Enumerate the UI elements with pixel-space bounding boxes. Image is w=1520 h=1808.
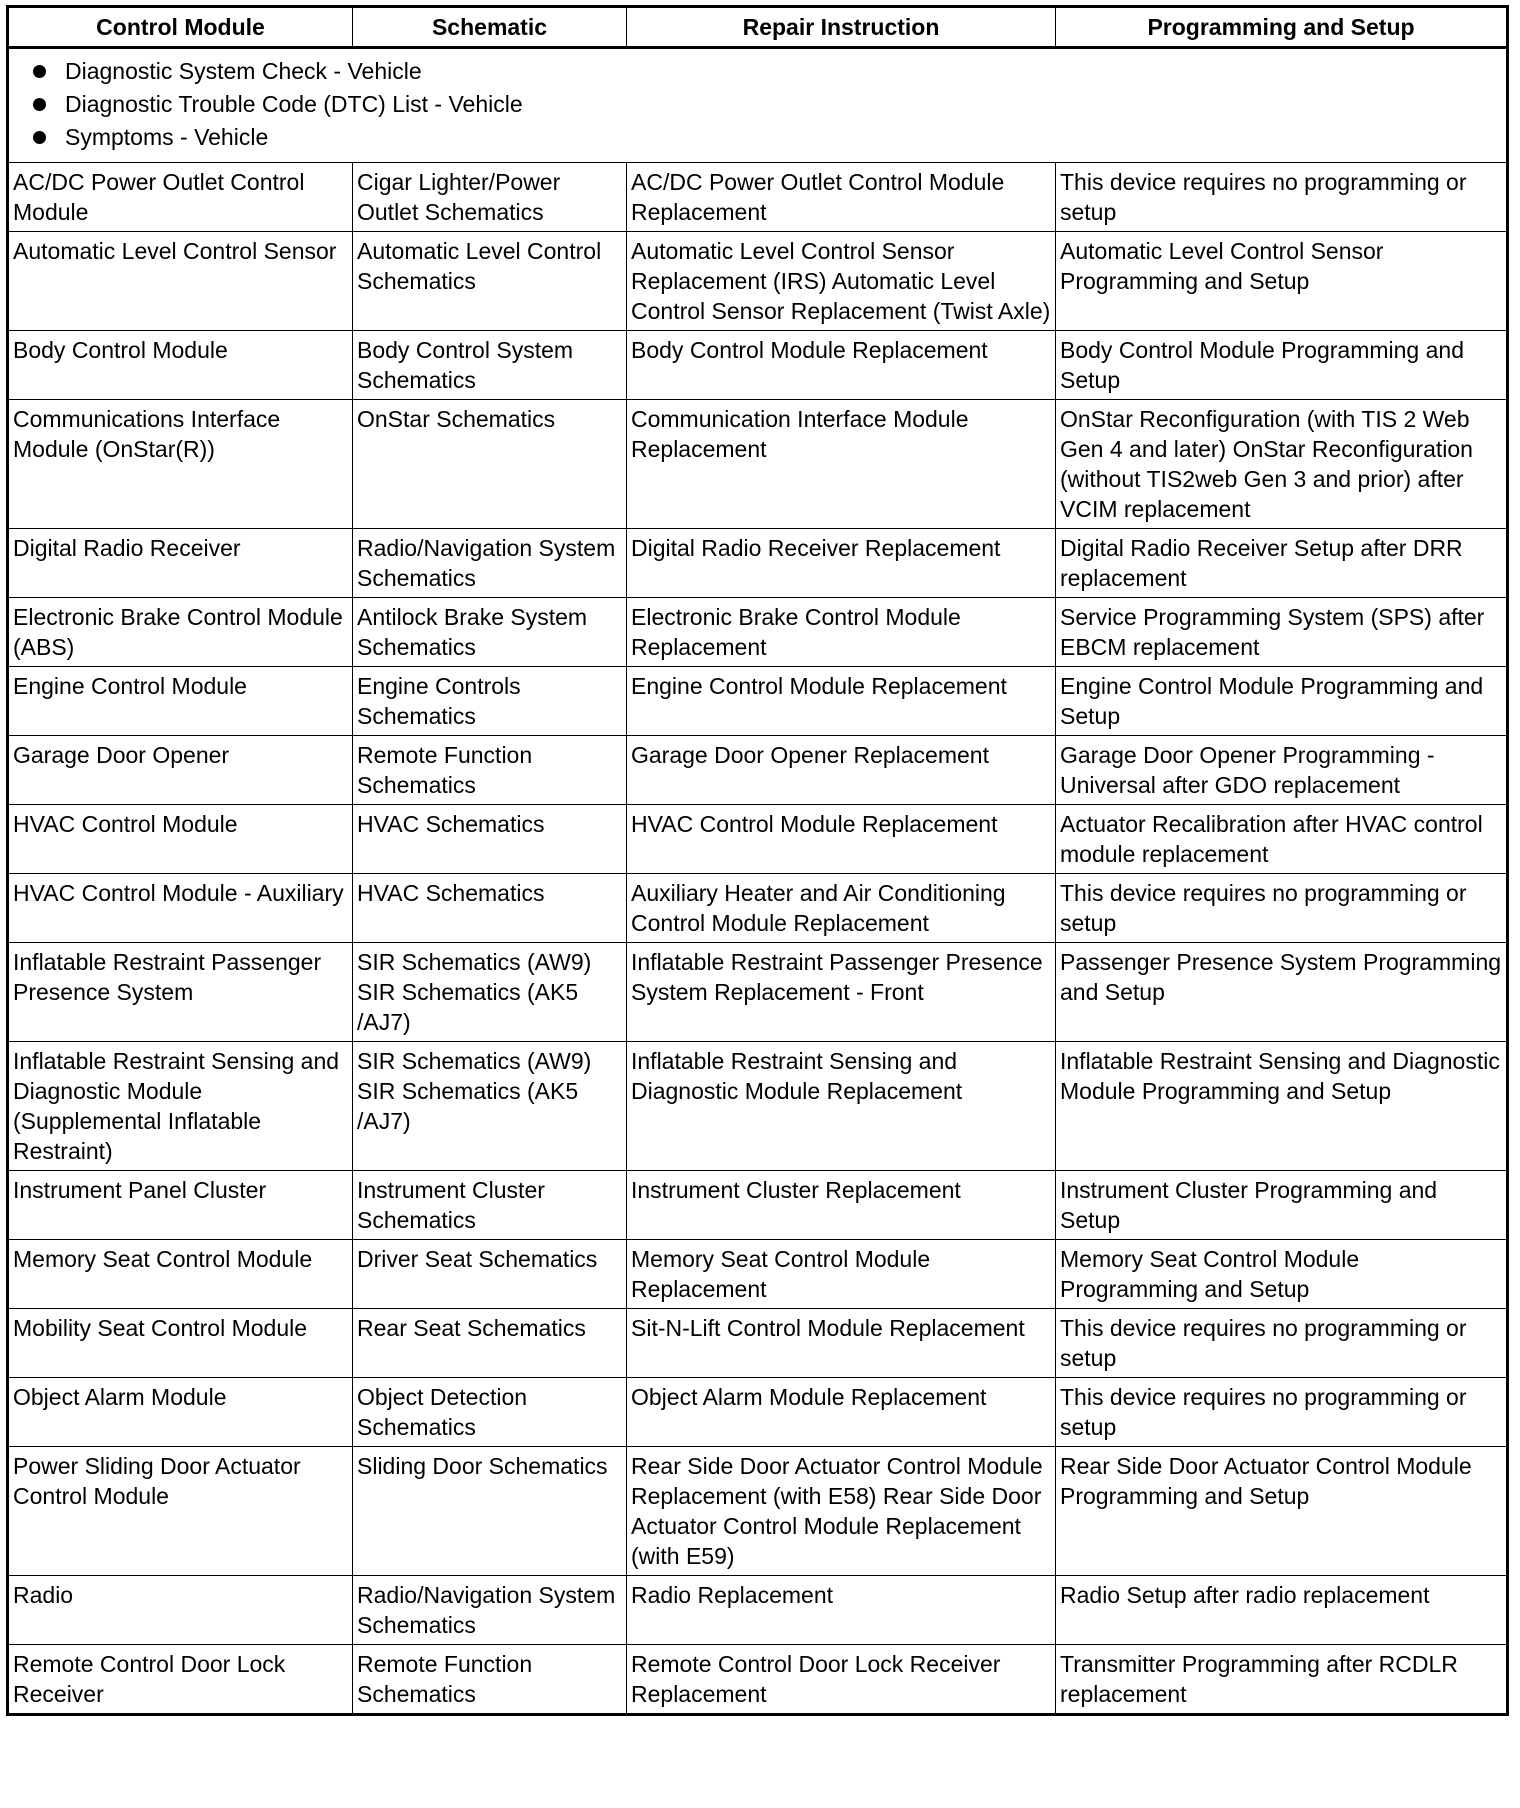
table-row <box>8 1447 1508 1576</box>
cell-control-module: Mobility Seat Control Module <box>8 1309 353 1378</box>
cell-programming-setup[interactable]: Transmitter Programming after RCDLR replacement <box>1056 1645 1508 1715</box>
cell-programming-setup[interactable]: Body Control Module Programming and Setup <box>1056 331 1508 400</box>
table-row <box>8 529 1508 598</box>
cell-programming-setup[interactable]: This device requires no programming or setup <box>1056 1378 1508 1447</box>
cell-programming-setup[interactable]: Rear Side Door Actuator Control Module Programming and Setup <box>1056 1447 1508 1576</box>
cell-repair-instruction[interactable]: Inflatable Restraint Passenger Presence System Replacement - Front <box>627 943 1056 1042</box>
cell-programming-setup[interactable]: Actuator Recalibration after HVAC control module replacement <box>1056 805 1508 874</box>
link-diagnostic-system-check[interactable] <box>33 55 1502 88</box>
cell-repair-instruction[interactable]: Object Alarm Module Replacement <box>627 1378 1056 1447</box>
cell-schematic[interactable]: SIR Schematics (AW9) SIR Schematics (AK5 /AJ7) <box>353 943 627 1042</box>
header-row <box>8 7 1508 48</box>
cell-schematic[interactable]: Antilock Brake System Schematics <box>353 598 627 667</box>
header-schematic: Schematic <box>353 7 627 48</box>
cell-control-module: Automatic Level Control Sensor <box>8 232 353 331</box>
cell-repair-instruction[interactable]: Electronic Brake Control Module Replacement <box>627 598 1056 667</box>
cell-control-module: Garage Door Opener <box>8 736 353 805</box>
cell-repair-instruction[interactable]: Auxiliary Heater and Air Conditioning Control Module Replacement <box>627 874 1056 943</box>
diagnostic-links-row <box>8 48 1508 163</box>
cell-programming-setup[interactable]: This device requires no programming or setup <box>1056 1309 1508 1378</box>
cell-schematic[interactable]: Driver Seat Schematics <box>353 1240 627 1309</box>
cell-repair-instruction[interactable]: Rear Side Door Actuator Control Module Replacement (with E58) Rear Side Door Actuator Control Module Replacement (with E59) <box>627 1447 1056 1576</box>
link-symptoms[interactable] <box>33 121 1502 154</box>
cell-control-module: Engine Control Module <box>8 667 353 736</box>
table-row <box>8 943 1508 1042</box>
header-control-module: Control Module <box>8 7 353 48</box>
cell-control-module: Digital Radio Receiver <box>8 529 353 598</box>
cell-control-module: Power Sliding Door Actuator Control Module <box>8 1447 353 1576</box>
cell-control-module: Object Alarm Module <box>8 1378 353 1447</box>
cell-repair-instruction[interactable]: Body Control Module Replacement <box>627 331 1056 400</box>
cell-schematic[interactable]: OnStar Schematics <box>353 400 627 529</box>
cell-schematic[interactable]: HVAC Schematics <box>353 805 627 874</box>
cell-programming-setup[interactable]: Service Programming System (SPS) after EBCM replacement <box>1056 598 1508 667</box>
table-row <box>8 805 1508 874</box>
cell-repair-instruction[interactable]: HVAC Control Module Replacement <box>627 805 1056 874</box>
cell-control-module: Inflatable Restraint Passenger Presence System <box>8 943 353 1042</box>
cell-control-module: Electronic Brake Control Module (ABS) <box>8 598 353 667</box>
cell-programming-setup[interactable]: Engine Control Module Programming and Setup <box>1056 667 1508 736</box>
table-row <box>8 163 1508 232</box>
table-row <box>8 736 1508 805</box>
diagnostic-links-cell <box>8 48 1508 163</box>
link-label: Diagnostic System Check - Vehicle <box>65 58 422 84</box>
cell-control-module: Remote Control Door Lock Receiver <box>8 1645 353 1715</box>
table-row <box>8 1378 1508 1447</box>
control-module-table <box>6 5 1509 1716</box>
cell-schematic[interactable]: Sliding Door Schematics <box>353 1447 627 1576</box>
cell-repair-instruction[interactable]: AC/DC Power Outlet Control Module Replacement <box>627 163 1056 232</box>
cell-programming-setup[interactable]: Instrument Cluster Programming and Setup <box>1056 1171 1508 1240</box>
cell-control-module: Radio <box>8 1576 353 1645</box>
cell-repair-instruction[interactable]: Sit-N-Lift Control Module Replacement <box>627 1309 1056 1378</box>
diagnostic-links-list <box>13 55 1502 154</box>
cell-repair-instruction[interactable]: Engine Control Module Replacement <box>627 667 1056 736</box>
cell-schematic[interactable]: Body Control System Schematics <box>353 331 627 400</box>
cell-schematic[interactable]: Object Detection Schematics <box>353 1378 627 1447</box>
cell-repair-instruction[interactable]: Inflatable Restraint Sensing and Diagnostic Module Replacement <box>627 1042 1056 1171</box>
cell-control-module: AC/DC Power Outlet Control Module <box>8 163 353 232</box>
header-repair-instruction: Repair Instruction <box>627 7 1056 48</box>
table-row <box>8 1645 1508 1715</box>
cell-schematic[interactable]: Remote Function Schematics <box>353 736 627 805</box>
cell-schematic[interactable]: Instrument Cluster Schematics <box>353 1171 627 1240</box>
cell-repair-instruction[interactable]: Garage Door Opener Replacement <box>627 736 1056 805</box>
table-row <box>8 874 1508 943</box>
cell-programming-setup[interactable]: Automatic Level Control Sensor Programming and Setup <box>1056 232 1508 331</box>
cell-programming-setup[interactable]: This device requires no programming or setup <box>1056 874 1508 943</box>
cell-programming-setup[interactable]: Memory Seat Control Module Programming and Setup <box>1056 1240 1508 1309</box>
cell-programming-setup[interactable]: This device requires no programming or setup <box>1056 163 1508 232</box>
table-row <box>8 1240 1508 1309</box>
table-row <box>8 667 1508 736</box>
cell-programming-setup[interactable]: Passenger Presence System Programming and Setup <box>1056 943 1508 1042</box>
table-row <box>8 1576 1508 1645</box>
table-row <box>8 400 1508 529</box>
link-label: Diagnostic Trouble Code (DTC) List - Vehicle <box>65 91 523 117</box>
cell-schematic[interactable]: Radio/Navigation System Schematics <box>353 1576 627 1645</box>
cell-programming-setup[interactable]: Garage Door Opener Programming - Universal after GDO replacement <box>1056 736 1508 805</box>
cell-repair-instruction[interactable]: Memory Seat Control Module Replacement <box>627 1240 1056 1309</box>
cell-schematic[interactable]: Rear Seat Schematics <box>353 1309 627 1378</box>
cell-schematic[interactable]: Automatic Level Control Schematics <box>353 232 627 331</box>
cell-control-module: Communications Interface Module (OnStar(R)) <box>8 400 353 529</box>
cell-repair-instruction[interactable]: Radio Replacement <box>627 1576 1056 1645</box>
cell-schematic[interactable]: Remote Function Schematics <box>353 1645 627 1715</box>
cell-repair-instruction[interactable]: Instrument Cluster Replacement <box>627 1171 1056 1240</box>
cell-schematic[interactable]: HVAC Schematics <box>353 874 627 943</box>
bullet-icon <box>33 65 46 78</box>
table-row <box>8 331 1508 400</box>
bullet-icon <box>33 131 46 144</box>
cell-control-module: HVAC Control Module - Auxiliary <box>8 874 353 943</box>
link-label: Symptoms - Vehicle <box>65 124 269 150</box>
cell-control-module: Inflatable Restraint Sensing and Diagnostic Module (Supplemental Inflatable Restraint) <box>8 1042 353 1171</box>
cell-schematic[interactable]: Cigar Lighter/Power Outlet Schematics <box>353 163 627 232</box>
cell-control-module: HVAC Control Module <box>8 805 353 874</box>
cell-schematic[interactable]: Engine Controls Schematics <box>353 667 627 736</box>
table-row <box>8 1171 1508 1240</box>
table-row <box>8 1042 1508 1171</box>
cell-repair-instruction[interactable]: Communication Interface Module Replacement <box>627 400 1056 529</box>
cell-control-module: Instrument Panel Cluster <box>8 1171 353 1240</box>
cell-control-module: Memory Seat Control Module <box>8 1240 353 1309</box>
cell-programming-setup[interactable]: Inflatable Restraint Sensing and Diagnostic Module Programming and Setup <box>1056 1042 1508 1171</box>
cell-programming-setup[interactable]: OnStar Reconfiguration (with TIS 2 Web Gen 4 and later) OnStar Reconfiguration (without TIS2web Gen 3 and prior) after VCIM replacement <box>1056 400 1508 529</box>
cell-programming-setup[interactable]: Digital Radio Receiver Setup after DRR replacement <box>1056 529 1508 598</box>
cell-programming-setup[interactable]: Radio Setup after radio replacement <box>1056 1576 1508 1645</box>
cell-repair-instruction[interactable]: Remote Control Door Lock Receiver Replacement <box>627 1645 1056 1715</box>
table-row <box>8 232 1508 331</box>
table-row <box>8 598 1508 667</box>
cell-repair-instruction[interactable]: Automatic Level Control Sensor Replacement (IRS) Automatic Level Control Sensor Replacement (Twist Axle) <box>627 232 1056 331</box>
cell-schematic[interactable]: SIR Schematics (AW9) SIR Schematics (AK5 /AJ7) <box>353 1042 627 1171</box>
table-row <box>8 1309 1508 1378</box>
cell-control-module: Body Control Module <box>8 331 353 400</box>
header-programming-setup: Programming and Setup <box>1056 7 1508 48</box>
link-dtc-list[interactable] <box>33 88 1502 121</box>
bullet-icon <box>33 98 46 111</box>
cell-schematic[interactable]: Radio/Navigation System Schematics <box>353 529 627 598</box>
cell-repair-instruction[interactable]: Digital Radio Receiver Replacement <box>627 529 1056 598</box>
